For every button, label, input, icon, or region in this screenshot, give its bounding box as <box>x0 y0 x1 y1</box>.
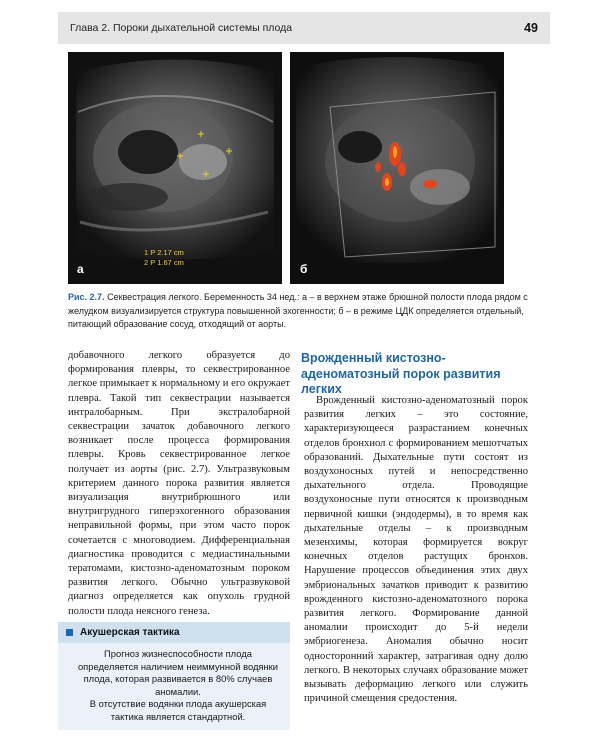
panel-label-a: а <box>77 262 84 276</box>
tactics-header <box>58 622 290 643</box>
ultrasound-graphic-b <box>290 52 504 284</box>
left-paragraph: добавочного легкого образуется до формирования плевры, то секвестрированное легкое примыкает к нормальному и его окружает плевра. Такой тип секвестрации называется интралобарным. При экстралобарной секвестрации зачаток добавочного легкого возникает после процесса формирования плевры. Кровь секвестрированное легкое получает из аорты (рис. 2.7). Ультразвуковым критерием данного порока развития является визуализация внутрибрюшного или внутригрудного гиперэхогенного образования неправильной формы, при этом часто порок сочетается с многоводием. Дифференциальная диагностика проводится с медиастинальными тератомами, кистозно-аденоматозным пороком развития легкого. Обычно ультразвуковой диагноз определяется как опухоль грудной полости плода неясного генеза. <box>68 350 290 617</box>
tactics-paragraph-1: Прогноз жизнеспособности плода определяется наличием неиммунной водянки плода, которая развивается в 80% случаев аномалии. <box>77 648 279 697</box>
running-header <box>58 12 550 44</box>
obstetric-tactics-box <box>58 622 290 730</box>
panel-label-b: б <box>300 262 308 276</box>
caption-label: Рис. 2.7. <box>68 292 105 302</box>
section-heading: Врожденный кистозно-аденоматозный порок развития легких <box>301 351 501 396</box>
chapter-title: Глава 2. Пороки дыхательной системы плода <box>70 22 293 34</box>
left-column <box>68 349 290 619</box>
ultrasound-image-b <box>290 52 504 284</box>
tactics-paragraph-2: В отсутствие водянки плода акушерская тактика является стандартной. <box>89 698 267 722</box>
measurement-1: 1 P 2.17 cm <box>144 248 184 257</box>
figure-caption <box>68 291 538 332</box>
page-number: 49 <box>524 21 538 35</box>
right-column <box>304 394 528 706</box>
square-bullet-icon <box>66 629 73 636</box>
measurement-2: 2 P 1.67 cm <box>144 258 184 267</box>
tactics-title: Акушерская тактика <box>80 627 180 638</box>
section-paragraph: Врожденный кистозно-аденоматозный порок развития легких – это состояние, характеризующееся разрастанием конечных отделов бронхиол с формированием мешотчатых образований. Дыхательные пути состоят из воздухоносных путей и непосредственно дыхательного отдела. Проводящие воздухоносные пути относятся к производным первичной кишки (эндодермы), в то время как дыхательные отделы – к производным мезенхимы, которая формируется вокруг конечных отделов растущих бронхов. Нарушение процессов объединения этих двух эмбриональных зачатков приводит к развитию врожденного кистозно-аденоматозного порока развития легкого. Формирование данной аномалии происходит до 5-й недели эмбриогенеза. Аномалия обычно носит односторонний характер, затрагивая одну долю легкого. В некоторых случаях образование может вызывать деформацию легкого или служить причиной смещения средостения. <box>304 395 528 705</box>
caliper-measurements <box>144 248 184 268</box>
caption-text: Секвестрация легкого. Беременность 34 нед.: а – в верхнем этаже брюшной полости плода рядом с желудком визуализируется структура повышенной эхогенности; б – в режиме ЦДК определяется отдельный, питающий образование сосуд, отходящий от аорты. <box>68 292 528 329</box>
ultrasound-image-a <box>68 52 282 284</box>
tactics-body <box>58 643 290 730</box>
